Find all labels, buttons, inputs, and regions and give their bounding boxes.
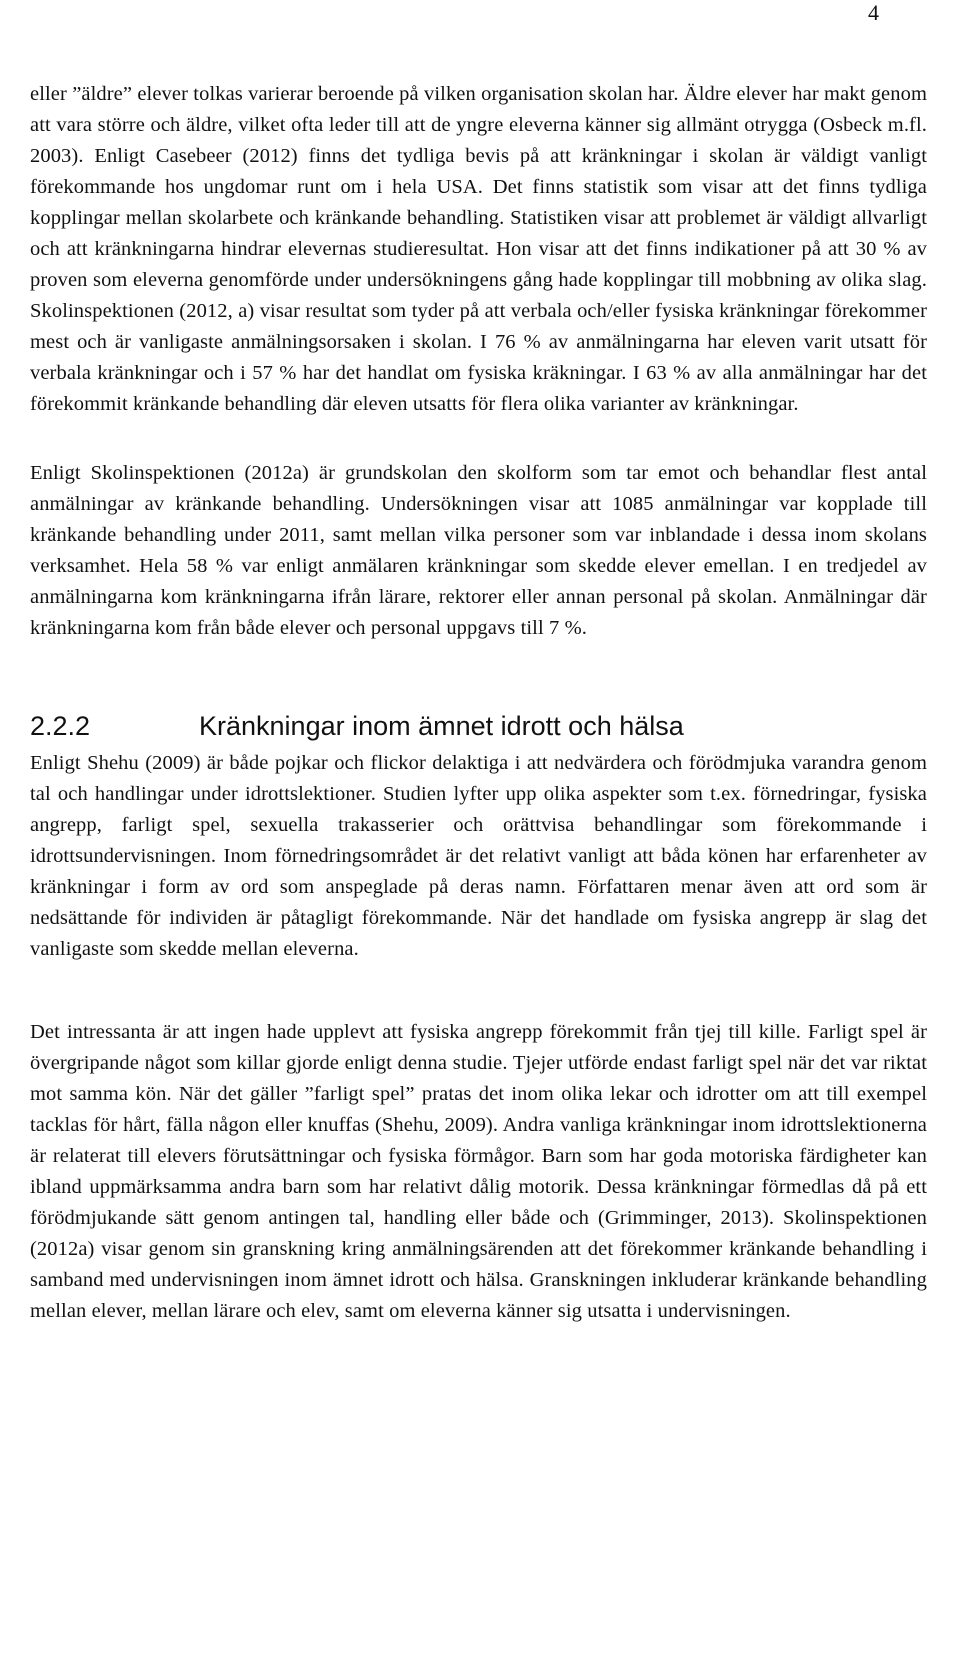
section-spacer <box>30 644 927 708</box>
page-number: 4 <box>868 0 879 25</box>
section-number: 2.2.2 <box>30 711 91 741</box>
section-heading <box>30 708 927 744</box>
paragraph-spacer <box>30 965 927 1017</box>
document-body <box>30 79 927 1327</box>
paragraph-2: Enligt Skolinspektionen (2012a) är grundskolan den skolform som tar emot och behandlar flest antal anmälningar av kränkande behandling. Undersökningen visar att 1085 anmälningar var kopplade till kränkande behandling under 2011, samt mellan vilka personer som var inblandade i dessa inom skolans verksamhet. Hela 58 % var enligt anmälaren kränkningar som skedde elever emellan. I en tredjedel av anmälningarna kom kränkningarna ifrån lärare, rektorer eller annan personal på skolan. Anmälningar där kränkningarna kom från både elever och personal uppgavs till 7 %. <box>30 462 927 639</box>
paragraph-1: eller ”äldre” elever tolkas varierar beroende på vilken organisation skolan har. Äldre elever har makt genom att vara större och äldre, vilket ofta leder till att de yngre eleverna känner sig allmänt otrygga (Osbeck m.fl. 2003). Enligt Casebeer (2012) finns det tydliga bevis på att kränkningar i skolan är väldigt vanligt förekommande hos ungdomar runt om i hela USA. Det finns statistik som visar att det finns tydliga kopplingar mellan skolarbete och kränkande behandling. Statistiken visar att problemet är väldigt allvarligt och att kränkningarna hindrar elevernas studieresultat. Hon visar att det finns indikationer på att 30 % av proven som eleverna genomförde under undersökningens gång hade kopplingar till mobbning av olika slag. Skolinspektionen (2012, a) visar resultat som tyder på att verbala och/eller fysiska kränkningar förekommer mest och är vanligaste anmälningsorsaken i skolan. I 76 % av anmälningarna har eleven varit utsatt för verbala kränkningar och i 57 % har det handlat om fysiska kräkningar. I 63 % av alla anmälningar har det förekommit kränkande behandling där eleven utsatts för flera olika varianter av kränkningar. <box>30 83 927 415</box>
paragraph-4: Det intressanta är att ingen hade upplevt att fysiska angrepp förekommit från tjej till kille. Farligt spel är övergripande något som killar gjorde enligt denna studie. Tjejer utförde endast farligt spel när det var riktat mot samma kön. När det gäller ”farligt spel” pratas det inom olika lekar och idrotter om att till exempel tacklas för hårt, fälla någon eller knuffas (Shehu, 2009). Andra vanliga kränkningar inom idrottslektionerna är relaterat till elevers förutsättningar och fysiska förmågor. Barn som har goda motoriska färdigheter kan ibland uppmärksamma andra barn som har relativt dålig motorik. Dessa kränkningar förmedlas då på ett förödmjukande sätt genom antingen tal, handling eller både och (Grimminger, 2013). Skolinspektionen (2012a) visar genom sin granskning kring anmälningsärenden att det förekommer kränkande behandling i samband med undervisningen inom ämnet idrott och hälsa. Granskningen inkluderar kränkande behandling mellan elever, mellan lärare och elev, samt om eleverna känner sig utsatta i undervisningen. <box>30 1021 927 1322</box>
paragraph-spacer <box>30 420 927 458</box>
paragraph-3: Enligt Shehu (2009) är både pojkar och flickor delaktiga i att nedvärdera och förödmjuka varandra genom tal och handlingar under idrottslektioner. Studien lyfter upp olika aspekter som t.ex. förnedringar, fysiska angrepp, farligt spel, sexuella trakasserier och orättvisa behandlingar som förekommande i idrottsundervisningen. Inom förnedringsområdet är det relativt vanligt att båda könen har erfarenheter av kränkningar i form av ord som anspeglade på deras namn. Författaren menar även att ord som är nedsättande för individen är påtagligt förekommande. När det handlade om fysiska angrepp är slag det vanligaste som skedde mellan eleverna. <box>30 752 927 960</box>
section-title: Kränkningar inom ämnet idrott och hälsa <box>199 711 684 741</box>
